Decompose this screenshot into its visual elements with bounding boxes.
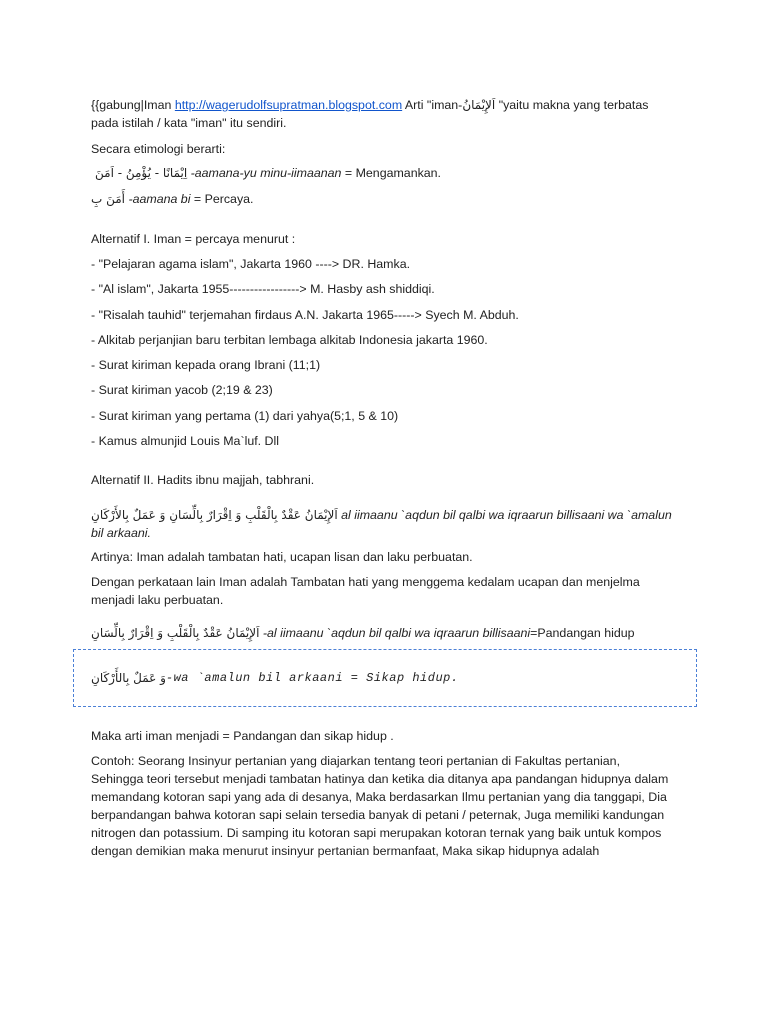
- list-item: - "Pelajaran agama islam", Jakarta 1960 ----> DR. Hamka.: [91, 257, 411, 271]
- dengan-line2: menjadi laku perbuatan.: [91, 593, 224, 608]
- contoh-line: berpandangan bahwa kotoran sapi selain tersedia banyak di petani / peternak, Juga memiliki kandungan: [91, 808, 665, 823]
- blog-link[interactable]: http://wagerudolfsupratman.blogspot.com: [174, 98, 403, 112]
- document-page: [91, 96, 681, 860]
- list-item: - "Al islam", Jakarta 1955-----------------> M. Hasby ash shiddiqi.: [91, 282, 435, 297]
- alt1-heading: Alternatif I. Iman = percaya menurut :: [91, 232, 296, 246]
- contoh-paragraph: [91, 752, 681, 860]
- alt1-list: [91, 255, 681, 450]
- list-item: - Kamus almunjid Louis Ma`luf. Dll: [91, 434, 279, 449]
- pandangan-italic: -al iimaanu `aqdun bil qalbi wa iqraarun billisaani: [259, 626, 531, 641]
- intro-line2: pada istilah / kata "iman" itu sendiri.: [91, 116, 287, 130]
- intro-arabic: اَلإِيْمَانُ: [462, 98, 496, 112]
- artinya-text: Artinya: Iman adalah tambatan hati, ucapan lisan dan laku perbuatan.: [91, 550, 473, 565]
- hadits-arabic: اَلإِيْمَانُ عَقْدٌ بِالْقَلْبِ وَ اِقْرَارٌ بِالِّسَانِ وَ عَمَلٌ بِالأَرْكَانِ: [91, 508, 338, 523]
- etimologi-arabic-1: اِيْمَانًا - يُؤْمِنُ - اَمَنَ: [95, 166, 188, 180]
- etimologi-line1: [91, 164, 681, 182]
- contoh-line: Sehingga teori tersebut menjadi tambatan hatinya dan ketika dia ditanya apa pandangan hidupnya dalam: [91, 772, 669, 787]
- hadits-italic-2: bil arkaani.: [91, 526, 151, 541]
- etimologi-italic-1: -aamana-yu minu-iimaanan: [187, 166, 342, 180]
- sikap-hidup-box: [73, 649, 697, 707]
- etimologi-heading: Secara etimologi berarti:: [91, 142, 226, 156]
- contoh-line: dengan demikian maka menurut insinyur pertanian bermanfaat, Maka sikap hidupnya adalah: [91, 844, 600, 859]
- intro-paragraph: [91, 96, 681, 132]
- hadits-paragraph: [91, 506, 681, 542]
- etimologi-rest-2: = Percaya.: [190, 192, 254, 206]
- intro-prefix: {{gabung|Iman: [91, 98, 175, 112]
- list-item: - Surat kiriman yang pertama (1) dari yahya(5;1, 5 & 10): [91, 408, 399, 423]
- list-item: - Surat kiriman yacob (2;19 & 23): [91, 383, 273, 398]
- box-text: -wa `amalun bil arkaani = Sikap hidup.: [165, 671, 459, 686]
- etimologi-arabic-2: أَمَنَ بِ: [91, 192, 126, 206]
- list-item: - Surat kiriman kepada orang Ibrani (11;1): [91, 358, 321, 373]
- contoh-line: Contoh: Seorang Insinyur pertanian yang diajarkan tentang teori pertanian di Fakultas pertanian,: [91, 754, 621, 769]
- pandangan-arabic: اَلإِيْمَانُ عَقْدٌ بِالْقَلْبِ وَ اِقْرَارٌ بِالِّسَانِ: [91, 626, 260, 641]
- etimologi-rest-1: = Mengamankan.: [341, 166, 441, 180]
- contoh-line: memandang kotoran sapi yang ada di desanya, Maka berdasarkan Ilmu pertanian yang dia tanggapi, Dia: [91, 790, 667, 805]
- dengan-paragraph: [91, 573, 681, 609]
- list-item: - "Risalah tauhid" terjemahan firdaus A.N. Jakarta 1965-----> Syech M. Abduh.: [91, 307, 519, 322]
- etimologi-line2: [91, 190, 681, 208]
- pandangan-rest: =Pandangan hidup: [530, 626, 635, 641]
- intro-mid: Arti "iman-: [402, 98, 463, 112]
- intro-rest: "yaitu makna yang terbatas: [495, 98, 649, 112]
- alt2-heading: Alternatif II. Hadits ibnu majjah, tabhrani.: [91, 473, 315, 488]
- maka-text: Maka arti iman menjadi = Pandangan dan sikap hidup .: [91, 729, 394, 744]
- box-arabic: وَ عَمَلٌ بِالأَرْكَانِ: [91, 671, 166, 686]
- pandangan-line: [91, 624, 681, 642]
- hadits-italic-1: al iimaanu `aqdun bil qalbi wa iqraarun billisaani wa `amalun: [337, 508, 672, 523]
- etimologi-italic-2: -aamana bi: [125, 192, 191, 206]
- dengan-line1: Dengan perkataan lain Iman adalah Tambatan hati yang menggema kedalam ucapan dan menjelma: [91, 575, 640, 590]
- contoh-line: nitrogen dan potassium. Di samping itu kotoran sapi merupakan kotoran ternak yang baik untuk kompos: [91, 826, 662, 841]
- list-item: - Alkitab perjanjian baru terbitan lembaga alkitab Indonesia jakarta 1960.: [91, 332, 488, 347]
